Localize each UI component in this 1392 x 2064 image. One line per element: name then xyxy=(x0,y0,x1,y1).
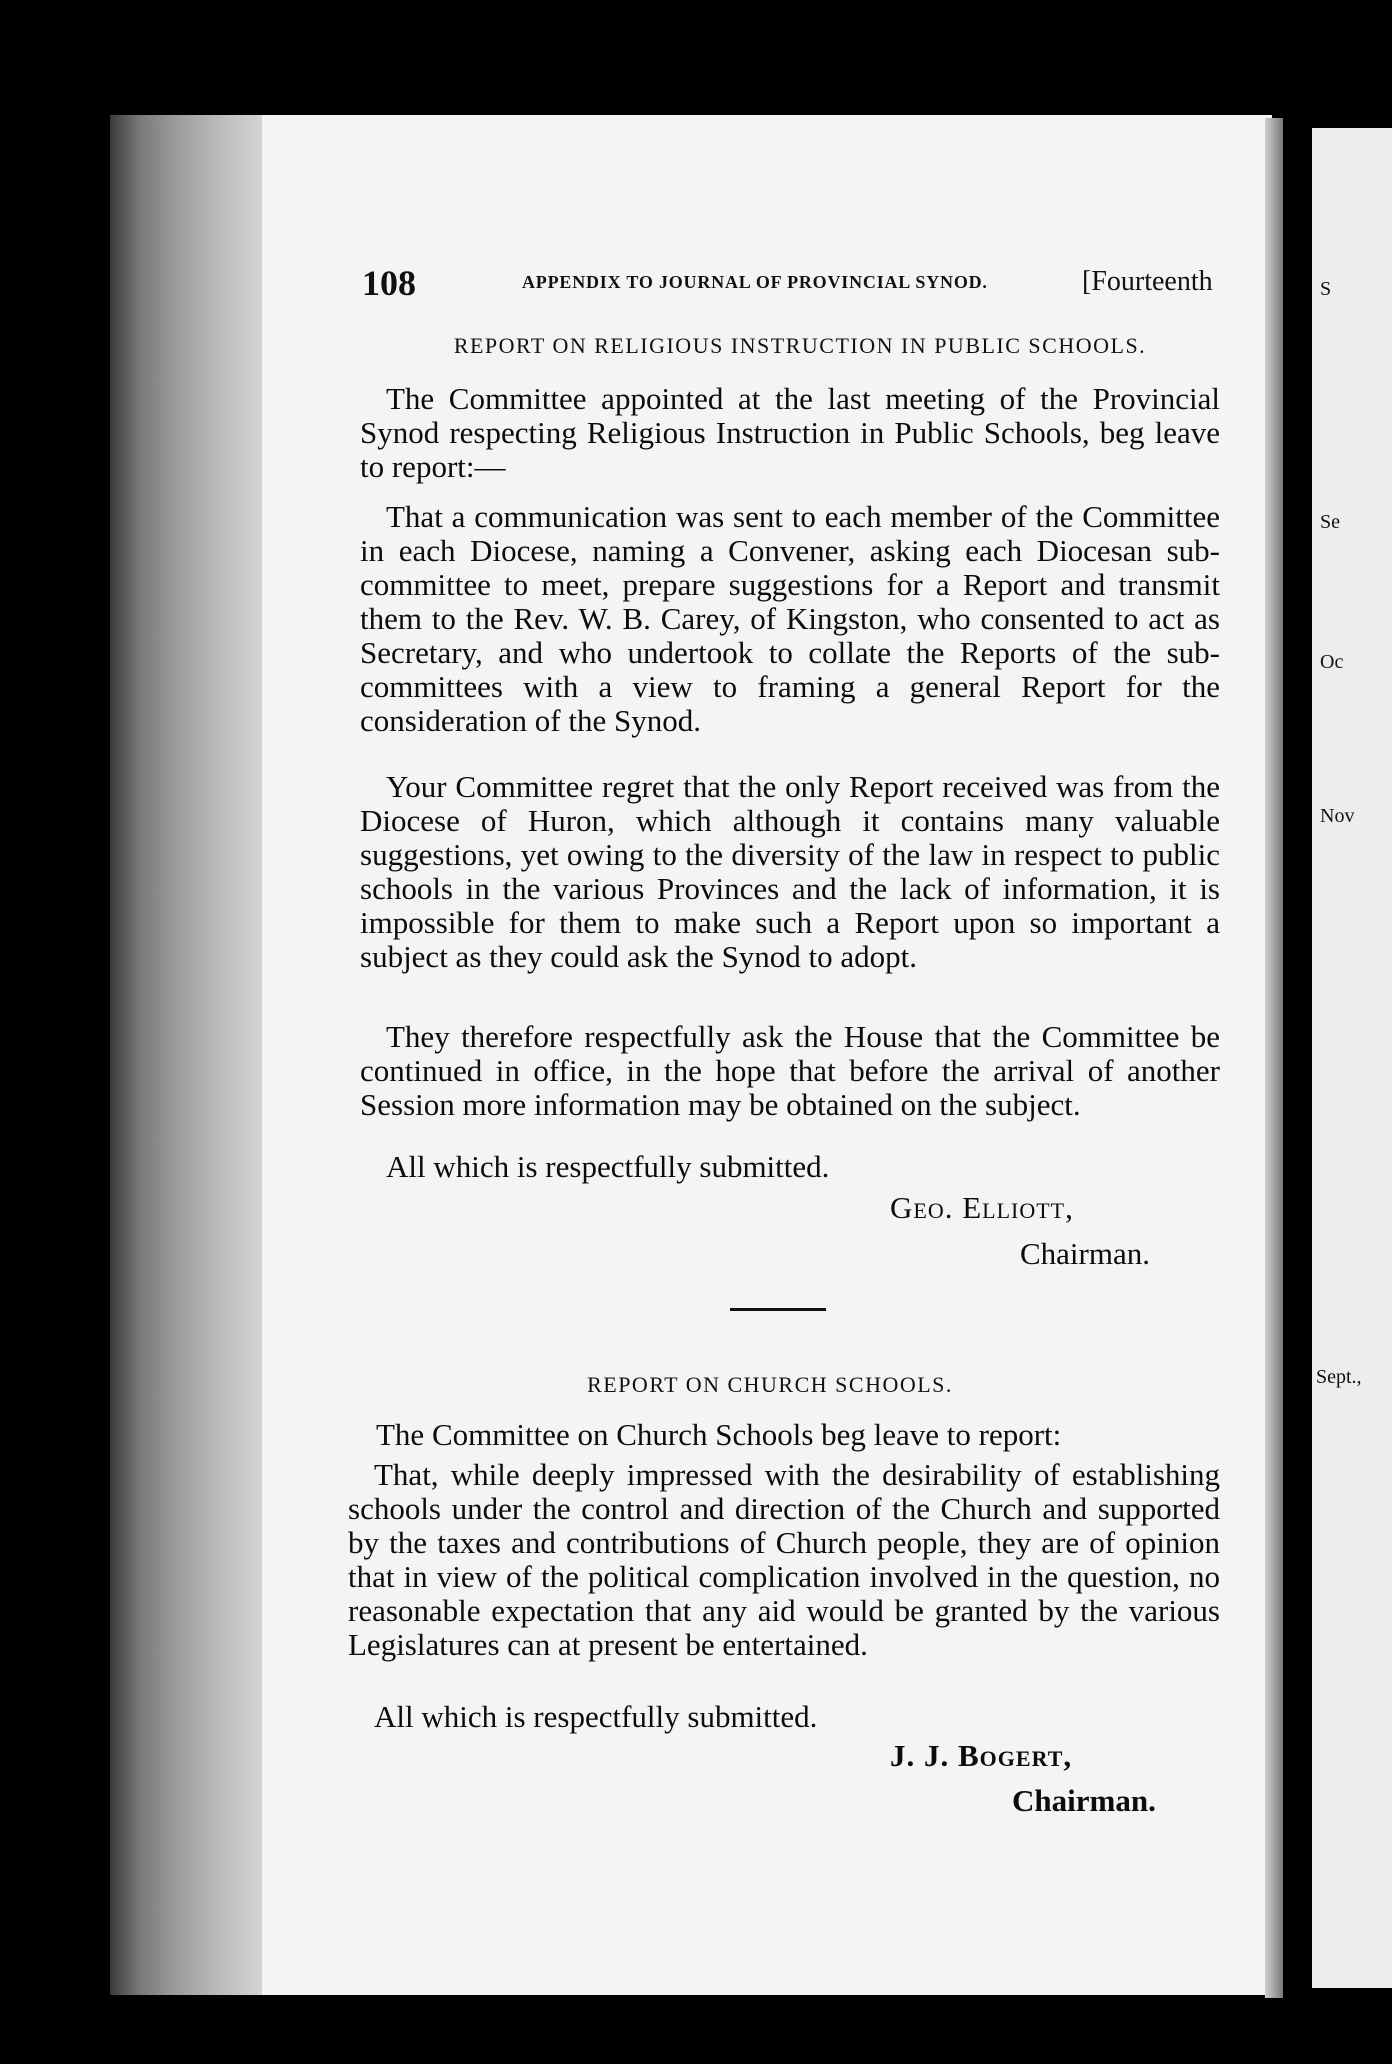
report1-paragraph: The Committee appointed at the last meeting of the Provincial Synod respecting Religious Instruction in Public Schools, beg leave to report:— xyxy=(360,381,1220,484)
report2-paragraph: That, while deeply impressed with the desirability of establishing schools under the control and direction of the Church and supported by the taxes and contributions of Church people, they are of opinion that in view of the political complication involved in the question, no reasonable expectation that any aid would be granted by the various Legislatures can at present be entertained. xyxy=(348,1457,1220,1662)
margin-fragment: Sept., xyxy=(1316,1366,1362,1388)
report1-signature-name: Geo. Elliott, xyxy=(890,1190,1074,1225)
page-header xyxy=(362,262,1242,302)
report1-paragraph: They therefore respectfully ask the House that the Committee be continued in office, in the hope that before the arrival of another Session more information may be obtained on the subject. xyxy=(360,1019,1220,1122)
report2-paragraph: All which is respectfully submitted. xyxy=(374,1699,818,1734)
book-gutter xyxy=(110,115,270,1995)
report2-title: REPORT ON CHURCH SCHOOLS. xyxy=(587,1372,953,1397)
margin-fragment: S xyxy=(1320,278,1332,300)
report1-title: REPORT ON RELIGIOUS INSTRUCTION IN PUBLIC SCHOOLS. xyxy=(453,333,1147,358)
report2-paragraph: The Committee on Church Schools beg leave to report: xyxy=(376,1417,1062,1452)
report1-paragraph: That a communication was sent to each member of the Committee in each Diocese, naming a Convener, asking each Diocesan sub-committee to meet, prepare suggestions for a Report and transmit them to the Rev. W. B. Carey, of Kingston, who consented to act as Secretary, and who undertook to collate the Reports of the sub-committees with a view to framing a general Report for the consideration of the Synod. xyxy=(360,499,1220,738)
report1-paragraph: Your Committee regret that the only Report received was from the Diocese of Huron, which although it contains many valuable suggestions, yet owing to the diversity of the law in respect to public schools in the various Provinces and the lack of information, it is impossible for them to make such a Report upon so important a subject as they could ask the Synod to adopt. xyxy=(360,769,1220,974)
margin-fragment: Oc xyxy=(1320,651,1344,673)
running-title: APPENDIX TO JOURNAL OF PROVINCIAL SYNOD. xyxy=(522,272,988,292)
adjacent-page-margin xyxy=(1312,128,1392,1988)
page-number: 108 xyxy=(362,263,416,303)
margin-fragment: Se xyxy=(1320,511,1340,533)
report1-signature-title: Chairman. xyxy=(1020,1236,1150,1271)
margin-fragment: Nov xyxy=(1320,805,1355,827)
section-marker: [Fourteenth xyxy=(1082,266,1213,297)
report2-signature-title: Chairman. xyxy=(1012,1783,1156,1818)
page-edge-shadow xyxy=(1265,118,1283,1998)
report2-signature-name: J. J. Bogert, xyxy=(890,1738,1073,1773)
report1-paragraph: All which is respectfully submitted. xyxy=(386,1149,830,1184)
section-divider xyxy=(730,1308,826,1311)
